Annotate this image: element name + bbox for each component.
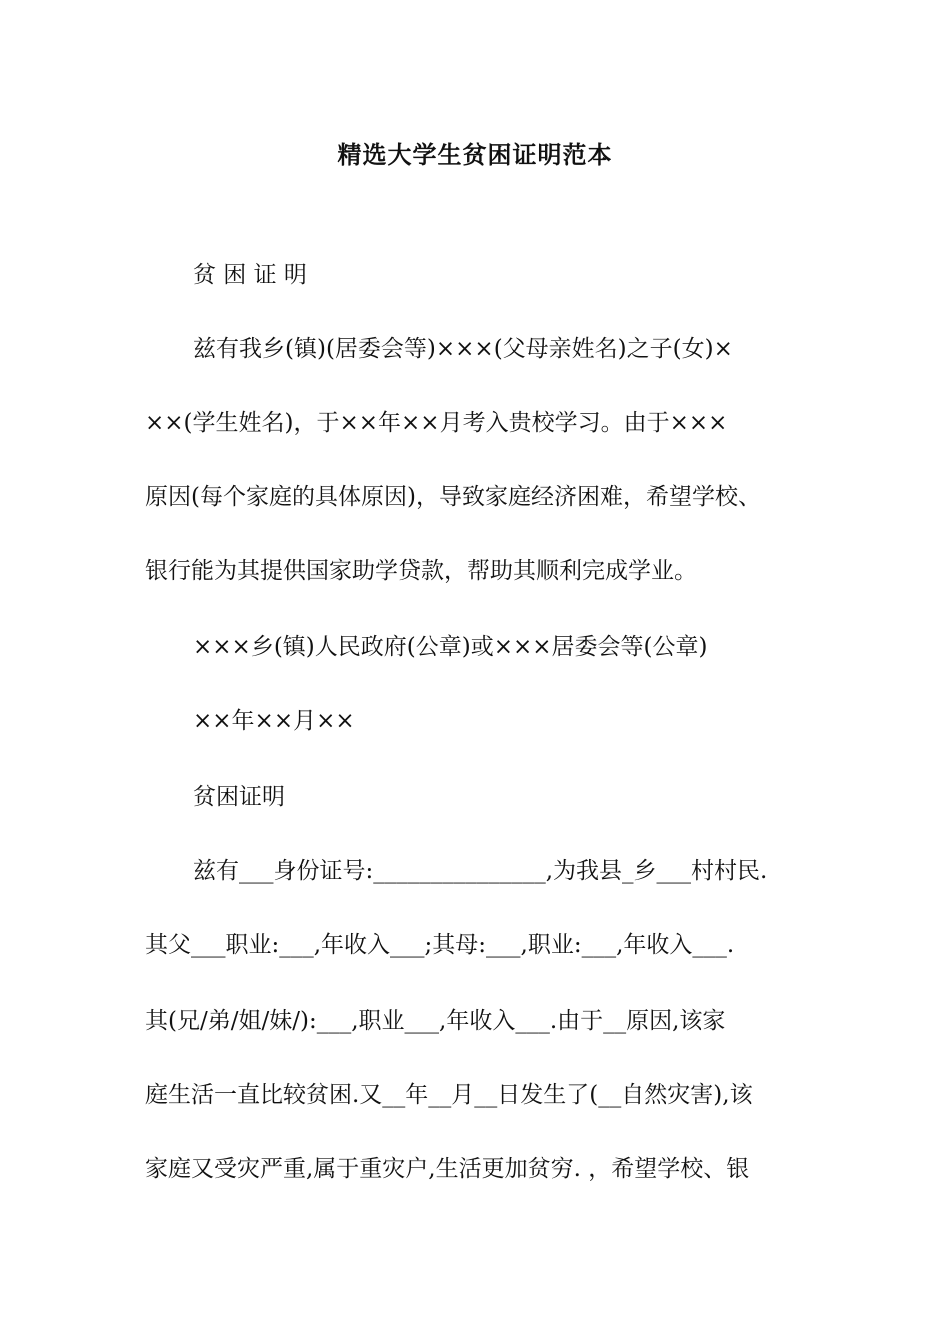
- form-line-3: 其(兄/弟/姐/妹/):___,职业___,年收入___.由于__原因,该家: [145, 1008, 726, 1034]
- form-line-2: 其父___职业:___,年收入___;其母:___,职业:___,年收入___.: [145, 932, 735, 958]
- body-line-1: 兹有我乡(镇)(居委会等)×××(父母亲姓名)之子(女)×: [193, 336, 733, 362]
- signature-line: ×××乡(镇)人民政府(公章)或×××居委会等(公章): [193, 634, 708, 660]
- document-title: 精选大学生贫困证明范本: [337, 140, 613, 169]
- heading-poverty-certificate-2: 贫困证明: [193, 784, 285, 810]
- form-line-5: 家庭又受灾严重,属于重灾户,生活更加贫穷. ，希望学校、银: [145, 1156, 750, 1182]
- body-line-3: 原因(每个家庭的具体原因)，导致家庭经济困难，希望学校、: [145, 484, 761, 510]
- heading-poverty-certificate-1: 贫 困 证 明: [193, 262, 307, 288]
- body-line-2: ××(学生姓名)，于××年××月考入贵校学习。由于×××: [145, 410, 728, 436]
- form-line-4: 庭生活一直比较贫困.又__年__月__日发生了(__自然灾害),该: [145, 1082, 753, 1108]
- date-line: ××年××月××: [193, 708, 355, 734]
- form-line-1: 兹有___身份证号:_______________,为我县_乡___村村民.: [193, 858, 768, 884]
- body-line-4: 银行能为其提供国家助学贷款，帮助其顺利完成学业。: [145, 558, 697, 584]
